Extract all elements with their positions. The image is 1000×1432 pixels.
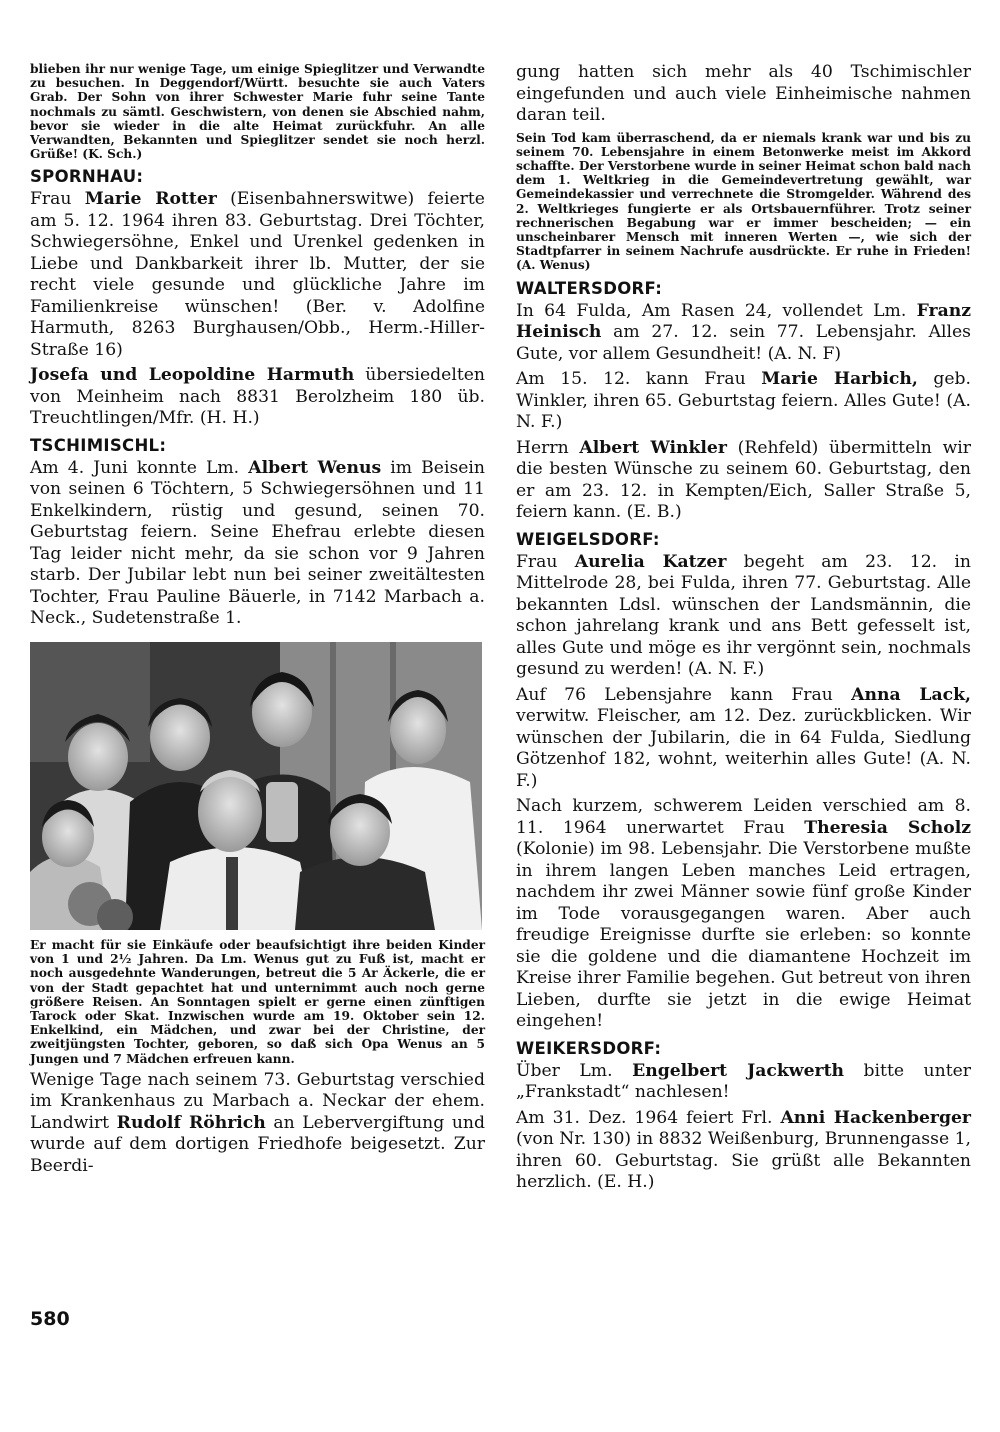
person-name: Anni Hackenberger [780,1107,971,1128]
family-photo [30,642,482,930]
article-katzer [516,552,971,681]
person-name: Marie Rotter [84,189,217,210]
person-name: Josefa und Leopoldine Harmuth [30,365,355,386]
section-heading-waltersdorf: WALTERSDORF: [516,278,663,298]
section-heading-spornhau: SPORNHAU: [30,167,144,187]
text: Über Lm. [516,1060,633,1081]
article-scholz [516,796,971,1033]
text: übersiedelten von Meinheim nach 8831 Berolzheim 180 üb. Treuchtlingen/Mfr. (H. H.) [30,365,485,429]
person-name: Rudolf Röhrich [116,1112,266,1133]
article-winkler [516,438,971,524]
person-name: Anna Lack, [851,684,971,705]
text: Frau [30,189,85,210]
person-name: Franz Heinisch [516,300,971,343]
photo-caption: Er macht für sie Einkäufe oder beaufsichtigt ihre beiden Kinder von 1 und 2½ Jahren. Da Lm. Wenus gut zu Fuß ist, macht er noch ausgedehnte Wanderungen, betreut die 5 Ar Äckerle, die er von der Stadt gepachtet hat und unternimmt auch noch gerne größere Reisen. An Sonntagen spielt er gerne einen zünftigen Tarock oder Skat. Inzwischen wurde am 19. Oktober sein 12. Enkelkind, ein Mädchen, und zwar bei der Christine, der zweitjüngsten Tochter, geboren, so daß sich Opa Wenus an 5 Jungen und 7 Mädchen erfreuen kann. [30,937,485,1066]
text: bitte unter „Frankstadt“ nachlesen! [516,1060,971,1103]
article-jackwerth [516,1061,971,1104]
article-continuation: gung hatten sich mehr als 40 Tschimischler eingefunden und auch viele Einheimische nahmen daran teil. [516,62,971,125]
text: In 64 Fulda, Am Rasen 24, vollendet Lm. [516,300,917,321]
family-photo-image [30,642,482,930]
person-name: Marie Harbich, [761,369,918,390]
person-name: Albert Winkler [579,437,727,458]
person-name: Aurelia Katzer [574,551,727,572]
text: Wenige Tage nach seinem 73. Geburtstag verschied im Krankenhaus zu Marbach a. Neckar der ehem. Landwirt [30,1069,485,1133]
page-number: 580 [30,1308,70,1330]
section-heading-weikersdorf: WEIKERSDORF: [516,1038,662,1058]
left-column [30,62,485,1181]
person-name: Engelbert Jackwerth [632,1060,845,1081]
text: an Lebervergiftung und wurde auf dem dortigen Friedhofe beigesetzt. Zur Beerdi- [30,1112,485,1176]
text: Frau [516,551,575,572]
text: Am 15. 12. kann Frau [516,369,762,390]
text: (Kolonie) im 98. Lebensjahr. Die Verstorbene mußte in ihrem langen Leben manches Leid ertragen, nachdem ihr zwei Männer sowie fünf große Kinder im Tode vorausgegangen waren. Aber auch freudige Ereignisse durfte sie erleben: so konnte sie die goldene und die diamantene Hochzeit im Kreise ihrer Familie begehen. Gut betreut von ihren Lieben, durfte sie jetzt in die ewige Heimat eingehen! [516,839,971,1032]
text: (von Nr. 130) in 8832 Weißenburg, Brunnengasse 1, ihren 60. Geburtstag. Sie grüßt alle Bekannten herzlich. (E. H.) [516,1129,971,1193]
text: begeht am 23. 12. in Mittelrode 28, bei Fulda, ihren 77. Geburtstag. Alle bekannten Ldsl. wünschen der Landsmännin, die schon jahrelang krank und ans Bett gefesselt ist, alles Gute und möge es ihr vergönnt sein, nochmals gesund zu werden! (A. N. F.) [516,551,971,680]
text: Nach kurzem, schwerem Leiden verschied am 8. 11. 1964 unerwartet Frau [516,796,971,838]
text: geb. Winkler, ihren 65. Geburtstag feiern. Alles Gute! (A. N. F.) [516,369,971,433]
text: (Eisenbahnerswitwe) feierte am 5. 12. 1964 ihren 83. Geburtstag. Drei Töchter, Schwiegersöhne, Enkel und Urenkel gedenken in Liebe und Dankbarkeit ihrer lb. Mutter, der sie recht viele gesunde und glückliche Jahre im Familienkreise wünschen! (Ber. v. Adolfine Harmuth, 8263 Burghausen/Obb., Herm.-Hiller-Straße 16) [30,189,485,360]
article-wenus [30,458,485,630]
text: Herrn [516,437,580,458]
text: Am 31. Dez. 1964 feiert Frl. [516,1107,781,1128]
text: verwitw. Fleischer, am 12. Dez. zurückblicken. Wir wünschen der Jubilarin, die in 64 Fulda, Siedlung Götzenhof 182, wohnt, weiterhin alles Gute! (A. N. F.) [516,706,971,791]
person-name: Theresia Scholz [804,817,971,838]
text: Am 4. Juni konnte Lm. [30,457,249,478]
text: (Rehfeld) übermitteln wir die besten Wünsche zu seinem 60. Geburtstag, den er am 23. 12. in Kempten/Eich, Saller Straße 5, feiern kann. (E. B.) [516,437,971,523]
article-harmuth [30,365,485,430]
article-obituary-roehrich: Sein Tod kam überraschend, da er niemals krank war und bis zu seinem 70. Lebensjahre in einem Betonwerke meist im Akkord schaffte. Der Verstorbene wurde in seiner Heimat schon bald nach dem 1. Weltkrieg in die Gemeindevertretung gewählt, war Gemeindekassier und verrechnete die Stromgelder. Während des 2. Weltkrieges fungierte er als Ortsbauernführer. Trotz seiner rechnerischen Begabung war er immer bescheiden; — ein unscheinbarer Mensch mit inneren Werten —, wie sich der Stadtpfarrer in seinem Nachrufe ausdrückte. Er ruhe in Frieden! (A. Wenus) [516,130,971,273]
article-hackenberger [516,1108,971,1194]
article-lack [516,685,971,793]
article-roehrich [30,1070,485,1178]
article-intro: blieben ihr nur wenige Tage, um einige Spieglitzer und Verwandte zu besuchen. In Deggendorf/Württ. besuchte sie auch Vaters Grab. Der Sohn von ihrer Schwester Marie fuhr seine Tante nochmals zu sämtl. Geschwistern, von denen sie Abschied nahm, bevor sie wieder in die alte Heimat zurückfuhr. An alle Verwandten, Bekannten und Spieglitzer sendet sie noch herzl. Grüße! (K. Sch.) [30,62,485,162]
section-heading-weigelsdorf: WEIGELSDORF: [516,529,660,549]
section-heading-tschimischl: TSCHIMISCHL: [30,435,167,455]
article-rotter [30,189,485,361]
text: Auf 76 Lebensjahre kann Frau [516,684,852,705]
text: am 27. 12. sein 77. Lebensjahr. Alles Gute, vor allem Gesundheit! (A. N. F) [516,322,971,364]
article-heinisch [516,301,971,366]
article-harbich [516,369,971,434]
text: im Beisein von seinen 6 Töchtern, 5 Schwiegersöhnen und 11 Enkelkindern, rüstig und gesund, seinen 70. Geburtstag feiern. Seine Ehefrau erlebte diesen Tag leider nicht mehr, da sie schon vor 9 Jahren starb. Der Jubilar lebt nun bei seiner zweitältesten Tochter, Frau Pauline Bäuerle, in 7142 Marbach a. Neck., Sudetenstraße 1. [30,457,485,629]
right-column [516,62,971,1198]
person-name: Albert Wenus [248,457,382,478]
